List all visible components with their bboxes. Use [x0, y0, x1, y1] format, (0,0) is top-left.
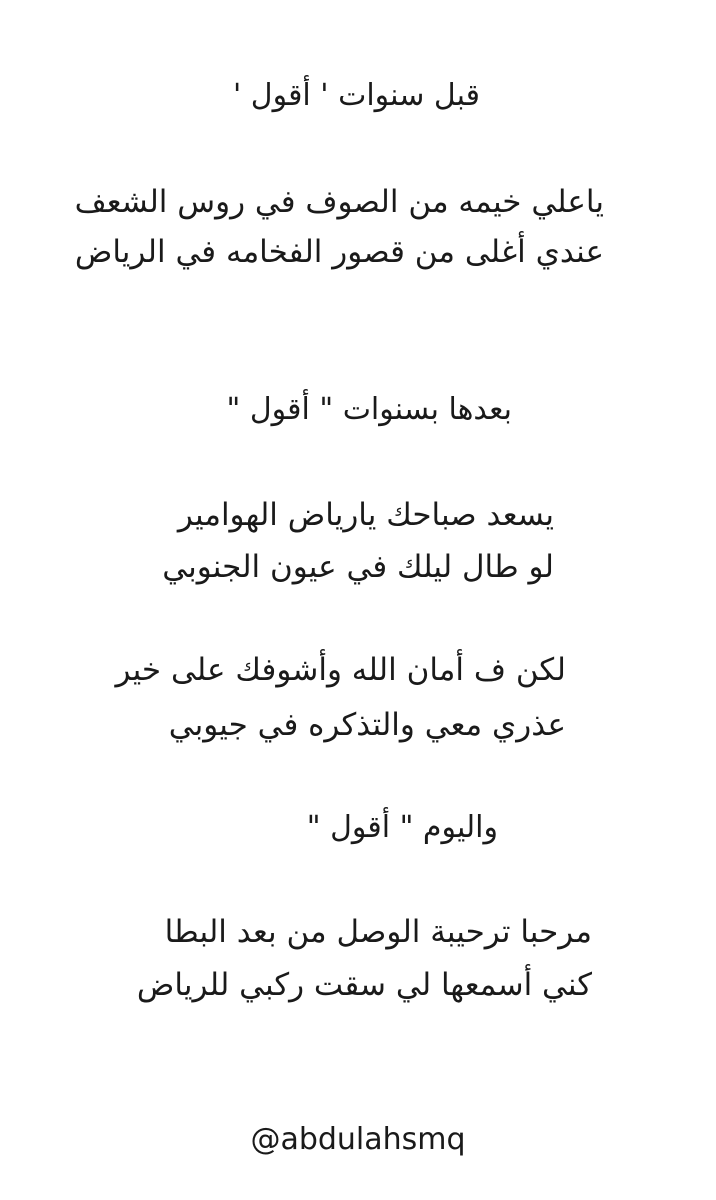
stanza2-line2: لو طال ليلك في عيون الجنوبي [162, 549, 554, 585]
stanza2-line1: يسعد صباحك يارياض الهوامير [177, 497, 554, 533]
stanza3-line2: عذري معي والتذكره في جيوبي [168, 707, 566, 743]
heading-after-years: بعدها بسنوات " أقول " [226, 392, 512, 427]
heading-today: واليوم " أقول " [306, 810, 498, 845]
stanza1-line2: عندي أغلى من قصور الفخامه في الرياض [74, 234, 604, 270]
stanza3-line1: لكن ف أمان الله وأشوفك على خير [115, 652, 566, 688]
stanza4-line2: كني أسمعها لي سقت ركبي للرياض [136, 967, 592, 1003]
author-handle: @abdulahsmq [250, 1122, 466, 1157]
heading-before-years: قبل سنوات ' أقول ' [233, 78, 480, 113]
stanza1-line1: ياعلي خيمه من الصوف في روس الشعف [74, 184, 604, 220]
stanza4-line1: مرحبا ترحيبة الوصل من بعد البطا [164, 914, 592, 950]
